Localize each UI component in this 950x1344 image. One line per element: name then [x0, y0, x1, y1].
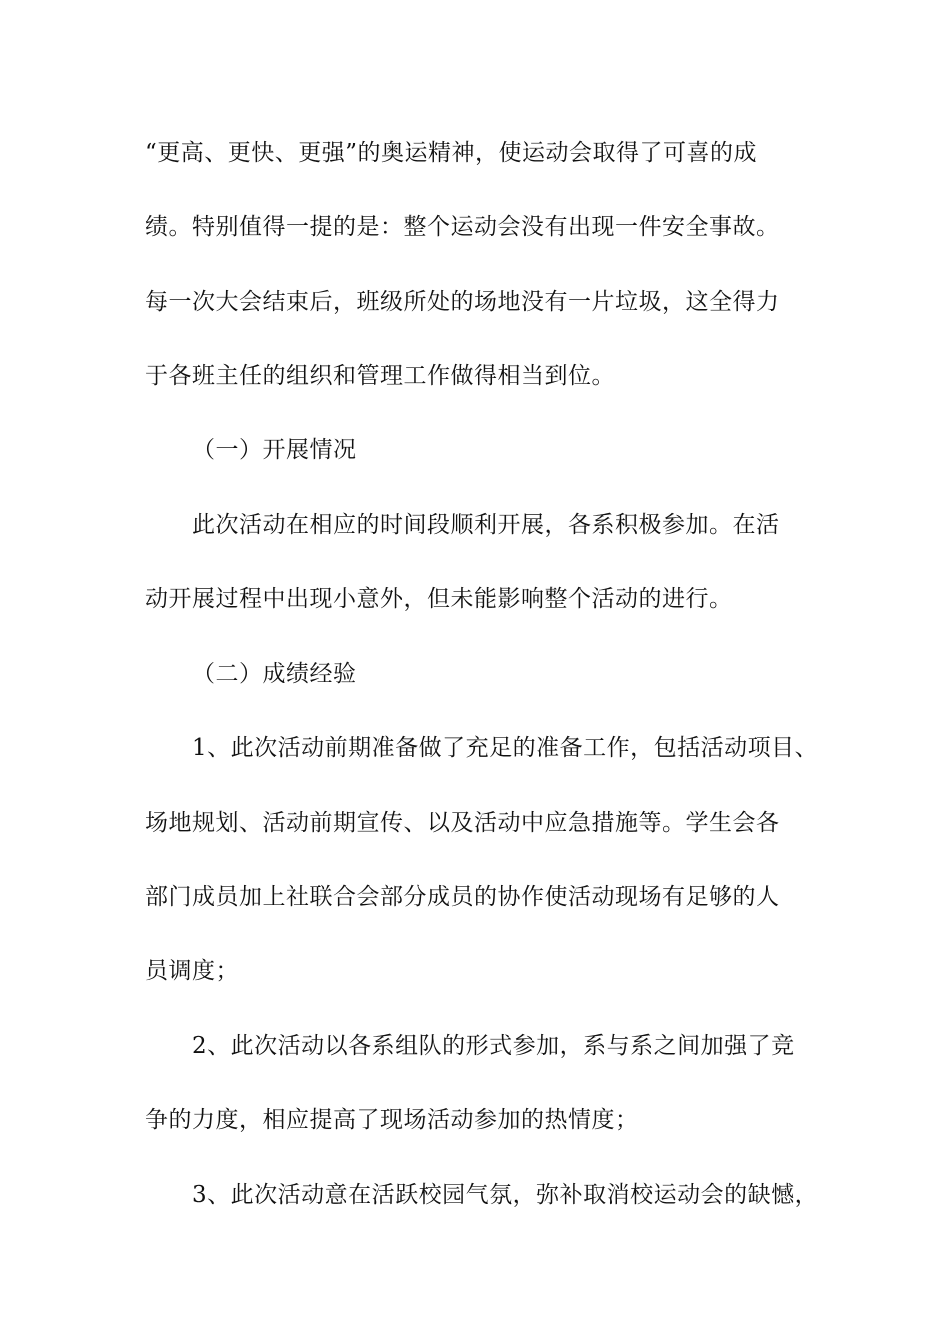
text-line: 动开展过程中出现小意外，但未能影响整个活动的进行。 [145, 586, 733, 612]
text-line: 于各班主任的组织和管理工作做得相当到位。 [145, 363, 615, 389]
text-line: 此次活动在相应的时间段顺利开展，各系积极参加。在活 [192, 512, 780, 538]
section-heading: （二）成绩经验 [192, 661, 357, 687]
text-line: 员调度； [145, 958, 239, 984]
text-line: “更高、更快、更强”的奥运精神，使运动会取得了可喜的成 [145, 140, 758, 166]
text-line: 每一次大会结束后，班级所处的场地没有一片垃圾，这全得力 [145, 289, 780, 315]
section-heading: （一）开展情况 [192, 437, 357, 463]
text-line: 3、此次活动意在活跃校园气氛，弥补取消校运动会的缺憾， [192, 1182, 819, 1208]
text-line: 1、此次活动前期准备做了充足的准备工作，包括活动项目、 [192, 735, 819, 761]
text-line: 场地规划、活动前期宣传、以及活动中应急措施等。学生会各 [145, 810, 780, 836]
text-line: 部门成员加上社联合会部分成员的协作使活动现场有足够的人 [145, 884, 780, 910]
text-line: 绩。特别值得一提的是：整个运动会没有出现一件安全事故。 [145, 214, 780, 240]
text-line: 2、此次活动以各系组队的形式参加，系与系之间加强了竞 [192, 1033, 795, 1059]
text-line: 争的力度，相应提高了现场活动参加的热情度； [145, 1107, 639, 1133]
